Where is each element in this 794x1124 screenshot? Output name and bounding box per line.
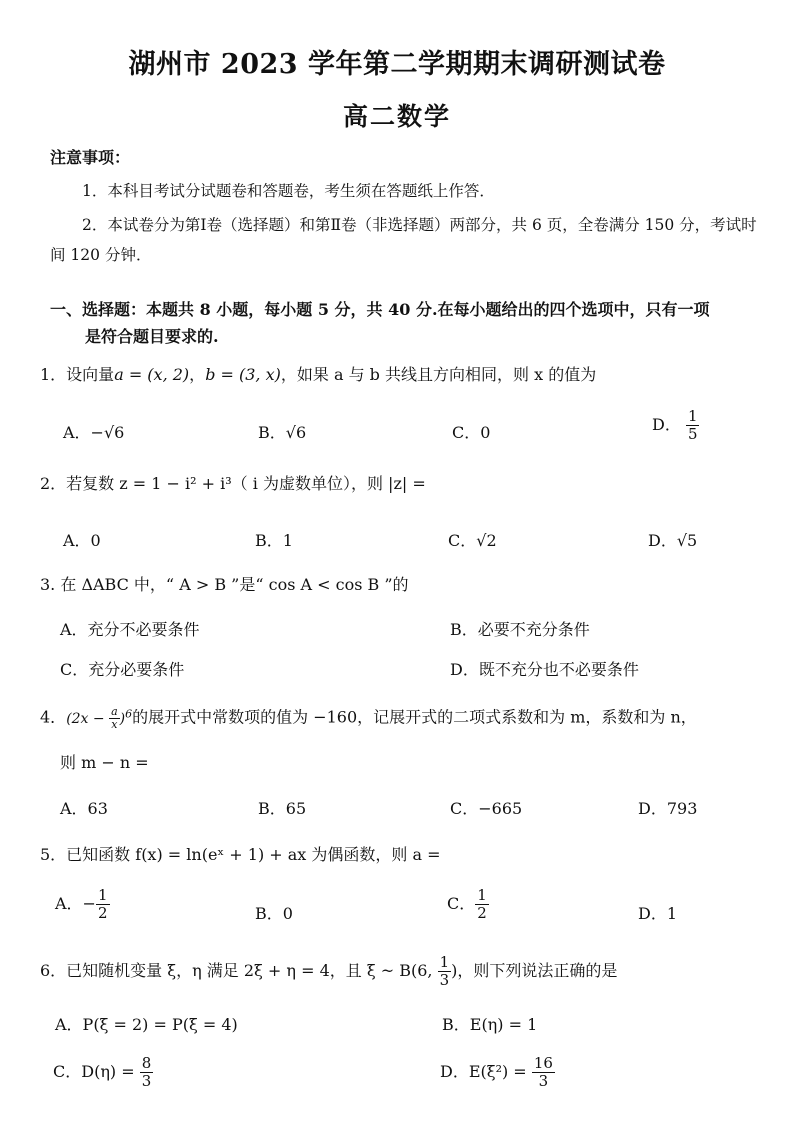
q4-text: 的展开式中常数项的值为 −160，记展开式的二项式系数和为 m，系数和为 n， [132, 707, 697, 727]
q5-option-a-numerator: 1 [97, 886, 108, 904]
q1-separator: ， [189, 365, 206, 384]
q4-line2: 则 m − n = [60, 753, 149, 772]
q1-option-b: B．√6 [258, 423, 307, 442]
q4-expr-pre: (2x − [66, 710, 110, 727]
q2-option-b: B．1 [255, 531, 293, 550]
q6-option-d-fraction [532, 1055, 555, 1090]
q6-option-d [440, 1055, 555, 1090]
q6-option-c-denominator: 3 [141, 1072, 152, 1090]
q5-option-a-fraction [96, 887, 110, 922]
q4-option-b: B．65 [258, 799, 307, 818]
q3-option-b: B．必要不充分条件 [450, 620, 590, 639]
q2-option-a: A．0 [63, 531, 101, 550]
q5-option-c-label: C． [447, 894, 476, 913]
q2-option-c: C．√2 [448, 531, 497, 550]
question-5: 5．已知函数 f(x) = ln(eˣ + 1) + ax 为偶函数，则 a = [40, 845, 441, 864]
section-heading-line1: 一、选择题：本题共 8 小题，每小题 5 分，共 40 分.在每小题给出的四个选项中，只有一项 [50, 300, 710, 319]
q6-paren-post: ) [451, 961, 458, 980]
q1-option-d [652, 408, 699, 443]
notice-item-2: 2．本试卷分为第Ⅰ卷（选择题）和第Ⅱ卷（非选择题）两部分，共 6 页，全卷满分 150 分，考试时间 120 分钟． [50, 216, 757, 264]
question-1 [40, 364, 770, 386]
q4-option-c: C．−665 [450, 799, 523, 818]
q5-option-a-denominator: 2 [97, 904, 108, 922]
question-3: 3. 在 ΔABC 中，“ A > B ”是“ cos A < cos B ”的 [40, 575, 409, 594]
q4-number: 4． [40, 707, 67, 727]
section-heading-line2: 是符合题目要求的. [85, 327, 219, 346]
q1-text: ，如果 a 与 b 共线且方向相同，则 x 的值为 [280, 365, 597, 384]
q6-stem-pre: 6．已知随机变量 ξ，η 满足 2ξ + η = 4，且 ξ ~ B [40, 961, 411, 980]
q6-option-c-numerator: 8 [141, 1054, 152, 1072]
q5-option-c-denominator: 2 [477, 904, 487, 922]
q1-option-d-label: D． [652, 415, 681, 434]
notice-item-1: 1．本科目考试分试题卷和答题卷，考生须在答题纸上作答． [82, 182, 495, 200]
q6-stem-frac-num: 1 [439, 953, 450, 971]
q3-option-c: C．充分必要条件 [60, 660, 185, 679]
q1-option-c: C．0 [452, 423, 491, 442]
q6-option-d-label: D．E(ξ²) = [440, 1062, 532, 1081]
q5-option-c [447, 887, 489, 922]
q4-expression [66, 705, 133, 732]
q4-option-a: A．63 [60, 799, 108, 818]
page-title: 湖州市 2023 学年第二学期期末调研测试卷 [128, 49, 666, 80]
q5-option-d: D．1 [638, 904, 678, 923]
q2-option-d: D．√5 [648, 531, 698, 550]
q4-option-d: D．793 [638, 799, 698, 818]
page-subtitle: 高二数学 [342, 102, 451, 131]
q6-option-d-numerator: 16 [533, 1054, 553, 1072]
q6-option-c-label: C．D(η) = [53, 1062, 140, 1081]
q1-option-d-numerator: 1 [687, 407, 698, 425]
notice-heading: 注意事项： [50, 148, 131, 167]
q1-number: 1．设向量 [40, 365, 115, 384]
q5-option-a [55, 887, 110, 922]
q6-option-c [53, 1055, 153, 1090]
question-6 [40, 954, 770, 989]
q6-option-d-denominator: 3 [538, 1072, 549, 1090]
q6-option-b: B．E(η) = 1 [442, 1015, 538, 1034]
q3-option-a: A．充分不必要条件 [60, 620, 200, 639]
q1-vector-a: a = (x, 2) [114, 365, 190, 384]
q3-option-d: D．既不充分也不必要条件 [450, 660, 639, 679]
section-heading [50, 296, 770, 350]
q6-paren-pre: (6, [411, 961, 438, 980]
q5-option-b: B．0 [255, 904, 293, 923]
q1-option-d-denominator: 5 [687, 425, 698, 443]
q4-expr-post: ) [119, 710, 126, 727]
q4-expr-frac-den: x [111, 718, 118, 732]
question-2: 2．若复数 z = 1 − i² + i³（ i 为虚数单位），则 |z| = [40, 474, 426, 493]
question-4 [40, 703, 770, 731]
q5-option-c-fraction [475, 887, 489, 922]
q6-stem-post: ，则下列说法正确的是 [457, 961, 618, 980]
q4-expr-fraction [109, 706, 120, 731]
q6-stem-fraction [438, 954, 452, 989]
q1-vector-b: b = (3, x) [205, 365, 281, 384]
q6-stem-frac-den: 3 [439, 971, 450, 989]
q1-option-a: A．−√6 [63, 423, 125, 442]
q4-expr-frac-num: a [111, 705, 118, 719]
q5-option-a-label: A．− [55, 894, 96, 913]
q6-option-a: A．P(ξ = 2) = P(ξ = 4) [55, 1015, 238, 1034]
q6-option-c-fraction [140, 1055, 154, 1090]
q5-option-c-numerator: 1 [477, 886, 487, 904]
q1-option-d-fraction [686, 408, 700, 443]
q4-power: 6 [125, 707, 133, 720]
